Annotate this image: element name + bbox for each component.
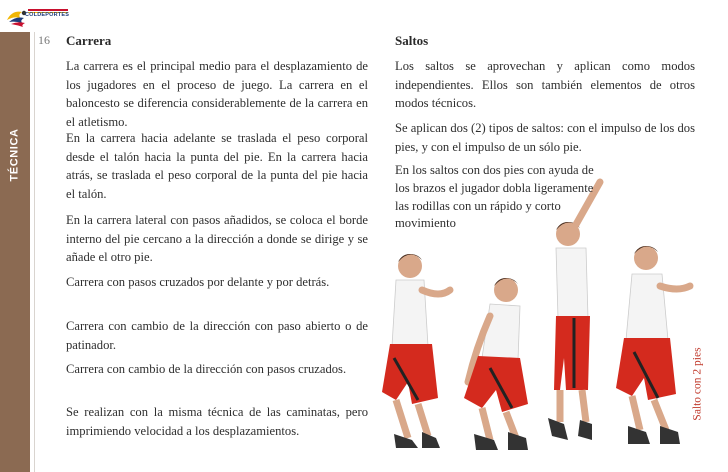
figure-caption: Salto con 2 pies (692, 347, 704, 421)
carrera-paragraph-7: Se realizan con la misma técnica de las caminatas, pero imprimiendo velocidad a los desplazamientos. (66, 405, 368, 438)
margin-rule (34, 32, 35, 472)
saltos-paragraph-2: Se aplican dos (2) tipos de saltos: con el impulso de los dos pies, y con el impulso de un sólo pie. (395, 121, 695, 154)
carrera-heading: Carrera (66, 33, 112, 48)
logo-wordmark: COLDEPORTES (25, 12, 70, 18)
carrera-paragraph-2: En la carrera hacia adelante se traslada el peso corporal desde el talón hacia la punta del pie. En la carrera hacia atrás, se traslada el peso corporal de la punta del pie hacia el talón. (66, 131, 368, 201)
carrera-paragraph-3: En la carrera lateral con pasos añadidos, se coloca el borde interno del pie cercano a la dirección a donde se dirige y se añade el otro pie. (66, 213, 368, 265)
section-tab (0, 32, 30, 472)
page-number: 16 (38, 33, 50, 47)
carrera-paragraph-4: Carrera con pasos cruzados por delante y por detrás. (66, 275, 330, 289)
carrera-paragraph-1: La carrera es el principal medio para el desplazamiento de los jugadores en el proceso de juego. La carrera en el baloncesto se diferencia considerablemente de la carrera en el atletismo. (66, 59, 368, 129)
player-figure-crouch (382, 254, 450, 448)
section-tab-label-wrap (1, 125, 29, 185)
player-figure-land (616, 246, 690, 444)
section-tab-label: TÉCNICA (9, 128, 21, 182)
saltos-heading: Saltos (395, 33, 429, 48)
figure-caption-wrap (689, 330, 707, 438)
saltos-callout: En los saltos con dos pies con ayuda de los brazos el jugador dobla ligeramente las rodillas con un rápido y corto movimiento (395, 163, 594, 231)
saltos-paragraph-1: Los saltos se aprovechan y aplican como modos independientes. Ellos son también elementos de otros modos técnicos. (395, 59, 695, 111)
player-figure-arms-back (464, 278, 528, 450)
carrera-paragraph-5: Carrera con cambio de la dirección con paso abierto o de patinador. (66, 319, 368, 352)
carrera-paragraph-6: Carrera con cambio de la dirección con pasos cruzados. (66, 362, 347, 376)
